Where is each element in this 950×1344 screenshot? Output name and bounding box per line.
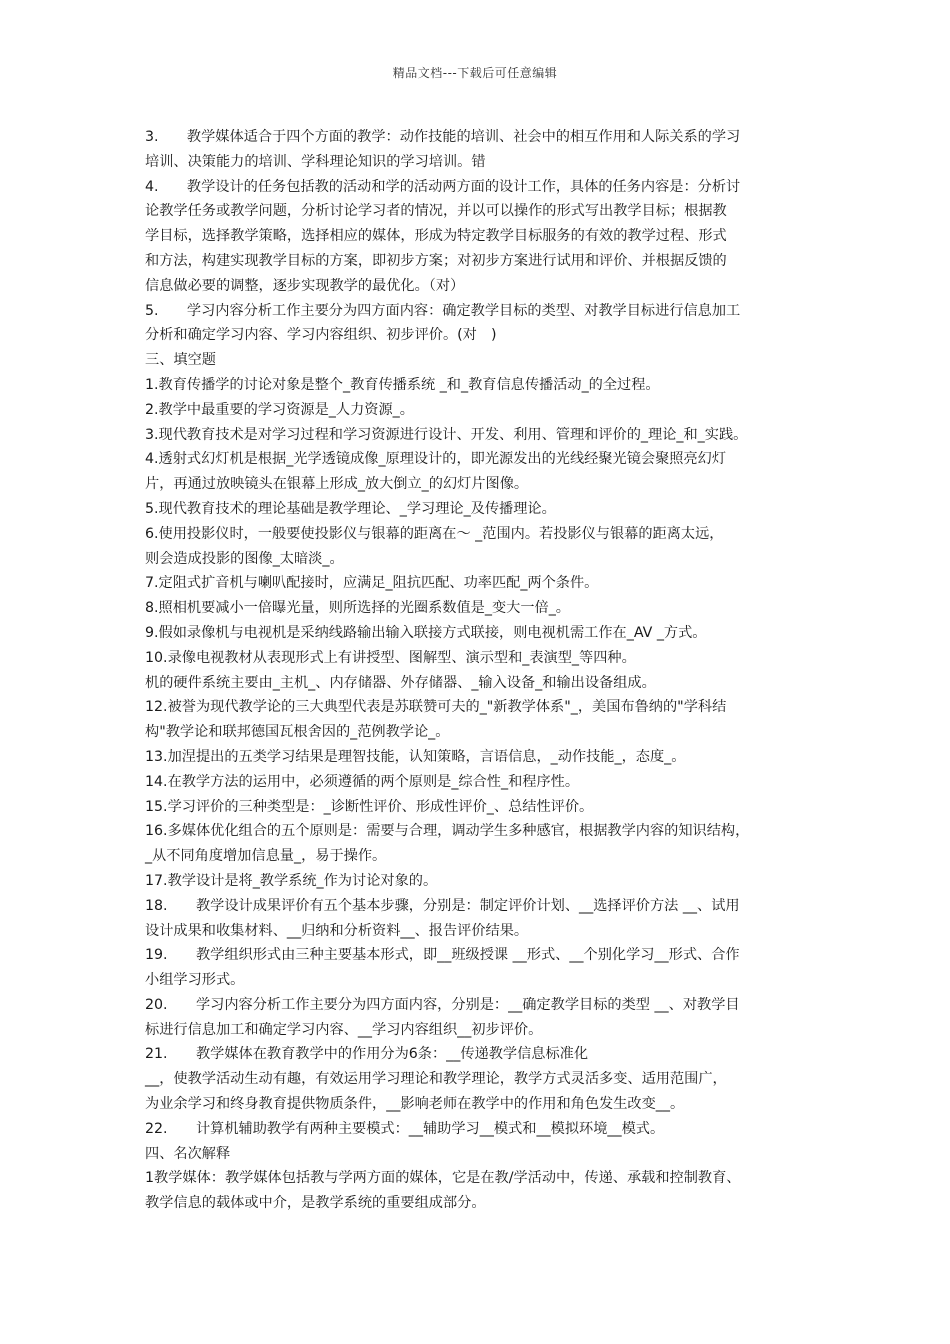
text-line: 分析和确定学习内容、学习内容组织、初步评价。(对 ) (145, 327, 497, 344)
text-line: 12.被誉为现代教学论的三大典型代表是苏联赞可夫的_"新教学体系"_，美国布鲁纳的"学科结 (145, 699, 727, 716)
text-line: 为业余学习和终身教育提供物质条件，__影响老师在教学中的作用和角色发生改变__。 (145, 1096, 685, 1113)
text-line: 四、名次解释 (145, 1145, 231, 1162)
text-line: 5.现代教育技术的理论基础是教学理论、_学习理论_及传播理论。 (145, 500, 556, 517)
text-line: 13.加涅提出的五类学习结果是理智技能，认知策略，言语信息，_动作技能_，态度_。 (145, 748, 686, 765)
text-line: 5. 学习内容分析工作主要分为四方面内容：确定教学目标的类型、对教学目标进行信息加工 (145, 302, 741, 319)
text-line: 构"教学论和联邦德国瓦根舍因的_范例教学论_。 (145, 724, 450, 741)
text-line: 论教学任务或教学问题，分析讨论学习者的情况，并以可以操作的形式写出教学目标；根据教 (145, 203, 727, 220)
text-line: 小组学习形式。 (145, 972, 245, 989)
text-line: 三、填空题 (145, 352, 216, 369)
text-line: 19. 教学组织形式由三种主要基本形式，即__班级授课 __形式、__个别化学习__形式、合作 (145, 947, 740, 964)
page-header: 精品文档---下载后可任意编辑 (392, 66, 558, 80)
text-line: 设计成果和收集材料、__归纳和分析资料__、报告评价结果。 (145, 922, 529, 939)
text-line: 17.教学设计是将_教学系统_作为讨论对象的。 (145, 872, 438, 889)
text-line: 4.透射式幻灯机是根据_光学透镜成像_原理设计的，即光源发出的光线经聚光镜会聚照亮幻灯 (145, 451, 727, 468)
text-line: 则会造成投影的图像_太暗淡_。 (145, 550, 344, 567)
text-line: 21. 教学媒体在教育教学中的作用分为6条：__传递教学信息标准化 (145, 1046, 589, 1063)
text-line: 3. 教学媒体适合于四个方面的教学：动作技能的培训、社会中的相互作用和人际关系的学习 (145, 129, 741, 145)
text-line: 10.录像电视教材从表现形式上有讲授型、图解型、演示型和_表演型_等四种。 (145, 649, 636, 666)
text-line: 教学信息的载体或中介，是教学系统的重要组成部分。 (145, 1195, 486, 1212)
text-line: 3.现代教育技术是对学习过程和学习资源进行设计、开发、利用、管理和评价的_理论_和_实践。 (145, 426, 748, 443)
text-line: 标进行信息加工和确定学习内容、__学习内容组织__初步评价。 (145, 1021, 543, 1038)
text-line: 信息做必要的调整，逐步实现教学的最优化。（对） (145, 277, 465, 294)
text-line: 6.使用投影仪时，一般要使投影仪与银幕的距离在～ _范围内。若投影仪与银幕的距离太远， (145, 525, 724, 542)
text-line: 1.教育传播学的讨论对象是整个_教育传播系统 _和_教育信息传播活动_的全过程。 (145, 376, 660, 393)
text-line: 9.假如录像机与电视机是采纳线路输出输入联接方式联接，则电视机需工作在_AV _方式。 (145, 624, 707, 641)
text-line: 和方法，构建实现教学目标的方案，即初步方案；对初步方案进行试用和评价、并根据反馈的 (145, 252, 727, 269)
text-line: 机的硬件系统主要由_主机_、内存储器、外存储器、_输入设备_和输出设备组成。 (145, 674, 656, 691)
text-line: 1教学媒体：教学媒体包括教与学两方面的媒体，它是在教/学活动中，传递、承载和控制教育、 (145, 1170, 741, 1187)
text-line: 培训、决策能力的培训、学科理论知识的学习培训。错 (145, 153, 486, 170)
text-line: 学目标，选择教学策略，选择相应的媒体，形成为特定教学目标服务的有效的教学过程、形式 (145, 228, 727, 245)
text-line: 18. 教学设计成果评价有五个基本步骤，分别是：制定评价计划、__选择评价方法 __、试用 (145, 897, 740, 914)
text-line: 22. 计算机辅助教学有两种主要模式：__辅助学习__模式和__模拟环境__模式。 (145, 1120, 665, 1137)
text-line: 8.照相机要减小一倍曝光量，则所选择的光圈系数值是_变大一倍_。 (145, 600, 570, 617)
text-line: __，使教学活动生动有趣，有效运用学习理论和教学理论，教学方式灵活多变、适用范围广， (145, 1071, 727, 1088)
text-line: 7.定阻式扩音机与喇叭配接时，应满足_阻抗匹配、功率匹配_两个条件。 (145, 575, 599, 592)
text-line: _从不同角度增加信息量_，易于操作。 (145, 848, 387, 865)
text-line: 15.学习评价的三种类型是：_诊断性评价、形成性评价_、总结性评价。 (145, 798, 594, 815)
document-body (145, 125, 815, 1216)
text-line: 2.教学中最重要的学习资源是_人力资源_。 (145, 401, 414, 418)
text-line: 片，再通过放映镜头在银幕上形成_放大倒立_的幻灯片图像。 (145, 476, 529, 493)
text-line: 20. 学习内容分析工作主要分为四方面内容，分别是：__确定教学目标的类型 __、对教学目 (145, 996, 740, 1013)
text-line: 16.多媒体优化组合的五个原则是：需要与合理，调动学生多种感官，根据教学内容的知识结构， (145, 823, 750, 840)
text-line: 4. 教学设计的任务包括教的活动和学的活动两方面的设计工作，具体的任务内容是：分析讨 (145, 178, 741, 195)
text-line: 14.在教学方法的运用中，必须遵循的两个原则是_综合性_和程序性。 (145, 773, 580, 790)
